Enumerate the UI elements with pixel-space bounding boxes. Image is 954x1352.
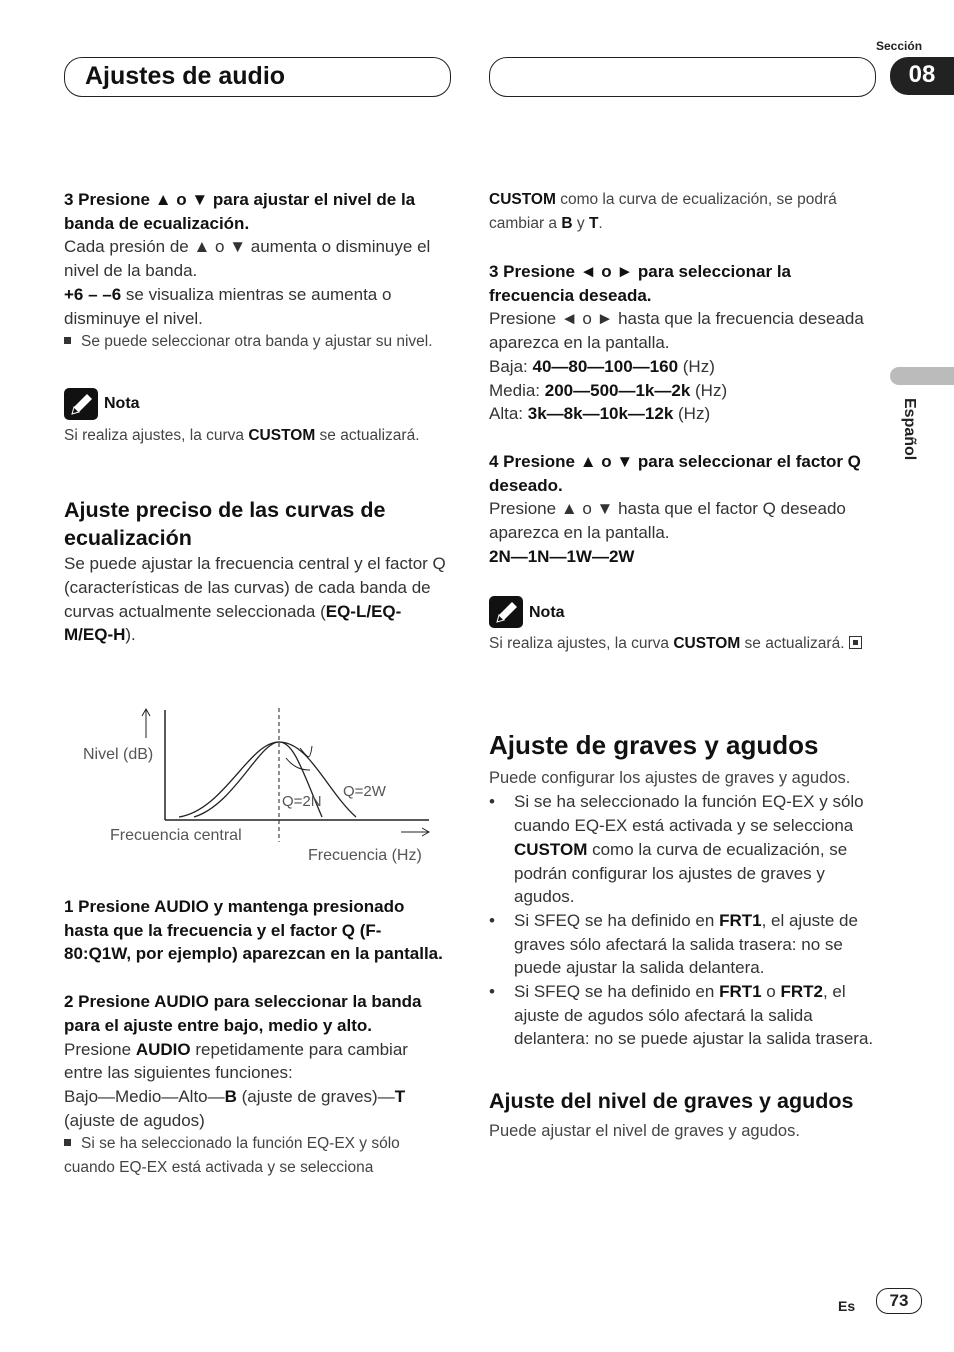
left-column-lower: [64, 895, 449, 1180]
language-tab: [890, 367, 954, 385]
baja-line: [489, 355, 879, 379]
step3-note-text: Se puede seleccionar otra banda y ajustar su nivel.: [81, 333, 433, 351]
pencil-note-icon: [489, 596, 523, 628]
graves-intro: Puede configurar los ajustes de graves y agudos.: [489, 769, 851, 788]
step4-text: Presione ▲ o ▼ hasta que el factor Q deseado aparezca en la pantalla.: [489, 499, 846, 543]
header-empty-box: [489, 57, 876, 97]
step2-bold: AUDIO: [135, 1039, 191, 1059]
bullet1-post: como la curva de ecualización, se podrán configurar los ajustes de graves y agudos.: [514, 839, 848, 907]
bullet-item: [489, 909, 879, 980]
bullet1-pre: Si se ha seleccionado la función EQ-EX y sólo cuando EQ-EX está activada y se selecciona: [514, 792, 864, 836]
step3-range: [64, 283, 449, 330]
bullet2-bold: FRT1: [719, 910, 762, 930]
bullet1-text: [514, 790, 879, 909]
bullet-dot-icon: •: [489, 792, 495, 812]
heading-graves-agudos: Ajuste de graves y agudos: [489, 730, 819, 761]
nota-heading: [64, 388, 449, 420]
language-label: Español: [901, 398, 918, 461]
footer-lang-code: Es: [838, 1298, 856, 1314]
header-title-box: [64, 57, 451, 97]
step2-seq-b: B: [224, 1086, 237, 1106]
center-frequency-label: Frecuencia central: [110, 827, 242, 844]
y-axis-label: Nivel (dB): [83, 746, 154, 763]
nota2-text: [489, 632, 879, 656]
step2-text1: [64, 1038, 449, 1085]
step3-text: Cada presión de ▲ o ▼ aumenta o disminuye el nivel de la banda.: [64, 237, 431, 281]
step3-note: [64, 330, 449, 354]
bullet3-text: [514, 980, 879, 1051]
range-text: se visualiza mientras se aumenta o disminuye el nivel.: [64, 284, 392, 328]
cont-mid: como la curva de ecualización, se podrá cambiar a: [489, 191, 837, 232]
step2-seq-a: Bajo—Medio—Alto—: [64, 1086, 225, 1106]
square-bullet-icon: [64, 337, 71, 344]
nota2-post: se actualizará.: [740, 635, 845, 653]
bullet-item: [489, 980, 879, 1051]
q2w-label: Q=2W: [343, 783, 386, 800]
step4-values: 2N—1N—1W—2W: [489, 546, 635, 566]
step3-title: 3 Presione ▲ o ▼ para ajustar el nivel de la banda de ecualización.: [64, 190, 416, 233]
step3r-text: Presione ◄ o ► hasta que la frecuencia deseada aparezca en la pantalla.: [489, 309, 864, 353]
step4-title: 4 Presione ▲ o ▼ para seleccionar el factor Q deseado.: [489, 451, 861, 495]
end-mark-icon: [849, 636, 862, 649]
preciso-pre: Se puede ajustar la frecuencia central y el factor Q (características de las curvas) de cada banda de curvas actualmente seleccionada (: [64, 554, 446, 621]
q2n-label: Q=2N: [282, 793, 322, 810]
nota1-bold: CUSTOM: [248, 427, 316, 445]
baja-values: 40—80—100—160: [532, 356, 679, 376]
step2-title: 2 Presione AUDIO para seleccionar la banda para el ajuste entre bajo, medio y alto.: [64, 992, 422, 1035]
bullet2-pre: Si SFEQ se ha definido en: [514, 910, 720, 930]
step3r-title: 3 Presione ◄ o ► para seleccionar la frecuencia deseada.: [489, 262, 792, 305]
step2-seq-e: (ajuste de agudos): [64, 1110, 205, 1130]
cont-y: y: [572, 215, 589, 232]
hz-unit: (Hz): [678, 356, 715, 376]
square-bullet-icon: [64, 1139, 71, 1146]
media-values: 200—500—1k—2k: [544, 380, 691, 400]
bullet3-pre: Si SFEQ se ha definido en: [514, 982, 720, 1002]
heading-nivel-graves: Ajuste del nivel de graves y agudos: [489, 1089, 854, 1114]
bullet3-bold2: FRT2: [780, 982, 823, 1002]
nivel-text: Puede ajustar el nivel de graves y agudos.: [489, 1122, 800, 1141]
cont-b: B: [561, 215, 573, 232]
bullet2-text: [514, 909, 879, 980]
bullet-item: [489, 790, 879, 909]
baja-label: Baja:: [489, 356, 533, 376]
section-label: Sección: [876, 39, 923, 53]
nota1-post: se actualizará.: [315, 427, 420, 445]
cont-end: .: [598, 215, 603, 232]
alta-label: Alta:: [489, 404, 528, 424]
preciso-bold: EQ-L/EQ-M/EQ-H: [64, 601, 402, 645]
bullet-dot-icon: •: [489, 910, 495, 930]
cont-bold: CUSTOM: [489, 191, 556, 208]
media-label: Media:: [489, 380, 545, 400]
cont-t: T: [588, 215, 599, 232]
step2-seq-d: T: [394, 1086, 406, 1106]
preciso-post: ).: [125, 625, 136, 645]
nota-label: Nota: [529, 603, 565, 621]
bullet1-bold: CUSTOM: [514, 839, 588, 859]
bullet3-o: o: [761, 982, 781, 1002]
hz-unit: (Hz): [690, 380, 728, 400]
heading-ajuste-preciso: Ajuste preciso de las curvas de ecualización: [64, 498, 386, 551]
nota2-pre: Si realiza ajustes, la curva: [489, 635, 674, 653]
page-number: 73: [876, 1288, 922, 1314]
alta-line: [489, 402, 879, 426]
step2-note-text: Si se ha seleccionado la función EQ-EX y sólo cuando EQ-EX está activada y se selecciona: [64, 1135, 400, 1177]
nota1-text: [64, 424, 449, 448]
eq-curve-figure: [64, 700, 444, 870]
left-column: [64, 188, 449, 647]
bullet3-post: , el ajuste de agudos sólo afectará la salida delantera: no se puede ajustar la salida trasera.: [514, 982, 874, 1049]
range-value: +6 – –6: [64, 284, 122, 304]
step1-title: 1 Presione AUDIO y mantenga presionado hasta que la frecuencia y el factor Q (F- 80:Q1W, por ejemplo) aparezcan en la pantalla.: [64, 897, 443, 964]
bullet2-post: , el ajuste de graves sólo afectará la salida trasera: no se puede ajustar la salida delantera.: [514, 910, 858, 978]
pencil-note-icon: [64, 388, 98, 420]
nota2-heading: [489, 596, 879, 628]
hz-unit: (Hz): [673, 404, 711, 424]
nota1-pre: Si realiza ajustes, la curva: [64, 427, 249, 445]
bullet3-bold1: FRT1: [719, 982, 762, 1002]
continuation-text: [489, 188, 879, 236]
section-number: 08: [890, 57, 954, 95]
x-axis-label: Frecuencia (Hz): [308, 847, 422, 864]
step2-note: [64, 1132, 449, 1180]
right-column: [489, 188, 879, 1143]
step2-text2: [64, 1085, 449, 1132]
page-title: Ajustes de audio: [85, 62, 286, 90]
nota2-bold: CUSTOM: [673, 635, 741, 653]
step2-pre: Presione: [64, 1039, 136, 1059]
alta-values: 3k—8k—10k—12k: [527, 404, 674, 424]
bullet-dot-icon: •: [489, 982, 495, 1002]
preciso-text: [64, 552, 449, 647]
media-line: [489, 379, 879, 403]
step2-seq-c: (ajuste de graves)—: [236, 1086, 395, 1106]
step2-post: repetidamente para cambiar entre las siguientes funciones:: [64, 1039, 408, 1083]
nota-label: Nota: [104, 395, 140, 413]
